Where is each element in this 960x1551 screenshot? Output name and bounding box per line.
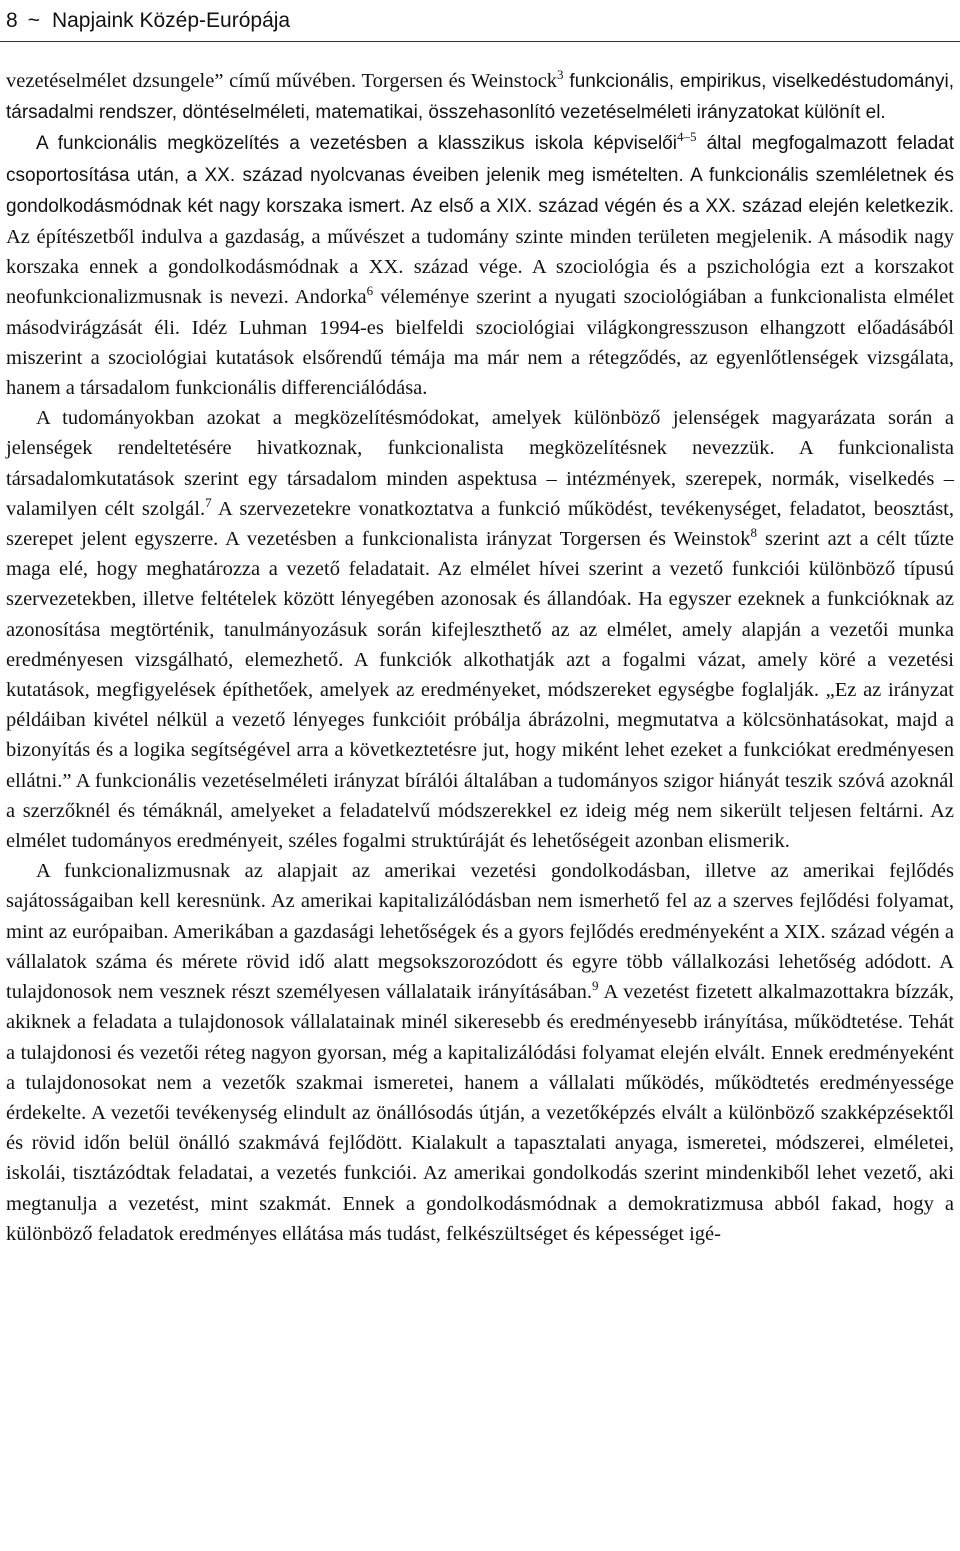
- text-run: A funkcionalizmusnak az alapjait az amerikai vezetési gondolkodásban, illetve az amerikai fejlődés sajátosságaiban kell keresnünk. Az amerikai kapitalizálódásban nem ismerhető fel az a szerves fejlődési folyamat, mint az európaiban. Amerikában a gazdasági lehetőségek és a gyors fejlődés eredményeként a XIX. század végén a vállalatok száma és mérete rövid idő alatt megsokszorozódott és egyre több vállalkozási lehetőség adódott. A tulajdonosok nem vesznek részt személyesen vállalataik irányításában.: [6, 860, 954, 1004]
- footnote-ref: 8: [750, 525, 757, 541]
- text-run: A funkcionális megközelítés a vezetésben a klasszikus iskola képviselői: [36, 133, 677, 155]
- paragraph: [6, 128, 954, 403]
- text-run: funkcionális, empirikus, viselkedéstudományi, társadalmi rendszer, döntéselméleti, matematikai, összehasonlító vezetéselméleti irányzatokat különít el.: [6, 71, 954, 124]
- text-run: által megfogalmazott feladat csoportosítása után, a XX. század nyolcvanas éveiben jelenik meg ismételten. A funkcionális szemléletnek és gondolkodásmódnak két nagy korszaka ismert. Az első a XIX. század végén és a XX. század elején keletkezik.: [6, 133, 954, 217]
- footnote-ref: 9: [591, 978, 599, 994]
- text-run: A tudományokban azokat a megközelítésmódokat, amelyek különböző jelenségek magyarázata során a jelenségek rendeltetésére hivatkoznak, funkcionalista megközelítésnek nevezzük. A funkcionalista társadalomkutatások szerint egy társadalom minden aspektusa – intézmények, szerepek, normák, viselkedés – valamilyen célt szolgál.: [6, 407, 954, 520]
- paragraph: [6, 856, 954, 1249]
- footnote-ref: 6: [366, 283, 374, 299]
- paragraph: [6, 66, 954, 128]
- text-run: A vezetést fizetett alkalmazottakra bízzák, akiknek a feladata a tulajdonosok vállalatainak minél sikeresebb és eredményesebb irányítása, működtetése. Tehát a tulajdonosi és vezetői réteg nagyon gyorsan, még a kapitalizálódási folyamat elején elvált. Ennek eredményeként a tulajdonosokat nem a vezetők szakmai ismeretei, hanem a vállalati működés, működtetés eredményessége érdekelte. A vezetői tevékenység elindult az önállósodás útján, a vezetőképzés elvált a különböző szakképzésektől és rövid időn belül önálló szakmává fejlődött. Kialakult a tapasztalati anyaga, ismeretei, módszerei, elméletei, iskolái, tisztázódtak feladatai, a vezetés funkciói. Az amerikai gondolkodás szerint mindenkiből lehet vezető, aki megtanulja a vezetést, mint szakmát. Ennek a gondolkodásmódnak a demokratizmusa abból fakad, hogy a különböző feladatok eredményes ellátása más tudást, felkészültséget és képességet igé-: [6, 981, 954, 1245]
- text-run: vezetéselmélet dzsungele” című művében. Torgersen és Weinstock: [6, 70, 558, 92]
- footnote-ref: 4–5: [676, 129, 697, 145]
- header-separator: ~: [27, 8, 40, 32]
- running-title: Napjaink Közép-Európája: [51, 8, 291, 32]
- text-run: véleménye szerint a nyugati szociológiában a funkcionalista elmélet másodvirágzását éli. Idéz Luhman 1994-es bielfeldi szociológiai világkongresszuson elhangzott előadásából miszerint a szociológiai kutatások elsőrendű témája ma már nem a rétegződés, az egyenlőtlenségek vizsgálata, hanem a társadalom funkcionális differenciálódása.: [6, 286, 954, 400]
- text-run: szerint azt a célt tűzte maga elé, hogy meghatározza a vezető feladatait. Az elmélet hívei szerint a vezető funkciói különböző típusú szervezetekben, illetve feltételek között lényegében azonosak és állandóak. Ha egyszer ezeknek a funkcióknak az azonosítása megtörténik, tanulmányozásuk során kifejleszthető az az elmélet, amely alapján a vezetői munka eredményesen vizsgálható, elemezhető. A funkciók alkothatják azt a fogalmi vázat, amely köré a vezetési kutatások, megfigyelések építhetőek, amelyek az eredményeket, módszereket egységbe foglalják. „Ez az irányzat példáiban kivétel nélkül a vezető lényeges funkcióit próbálja ábrázolni, megmutatva a kölcsönhatásokat, majd a bizonyítás és a logika segítségével arra a következtetésre jut, hogy miként lehet ezeket a funkciókat eredményesen ellátni.” A funkcionális vezetéselméleti irányzat bírálói általában a tudományos szigor hiányát teszik szóvá azoknál a szerzőknél és témáknál, amelyeket a feladatelvű módszerekkel ez ideig még nem sikerült teljesen feltárni. Az elmélet tudományos eredményeit, széles fogalmi struktúráját és lehetőségeit azonban elismerik.: [6, 528, 954, 853]
- page-header: [0, 0, 960, 42]
- footnote-ref: 7: [205, 495, 212, 511]
- body-text: [6, 66, 954, 1249]
- footnote-ref: 3: [557, 67, 564, 83]
- text-run: Az építészetből indulva a gazdaság, a művészet a tudomány szinte minden területen megjelenik. A második nagy korszaka ennek a gondolkodásmódnak a XX. század vége. A szociológia és a pszichológia ezt a korszakot neofunkcionalizmusnak is nevezi. Andorka: [6, 226, 954, 309]
- paragraph: [6, 403, 954, 856]
- page-number: 8: [6, 8, 18, 32]
- text-run: A szervezetekre vonatkoztatva a funkció működést, tevékenységet, feladatot, beosztást, szerepet jelent egyszerre. A vezetésben a funkcionalista irányzat Torgersen és Weinstok: [6, 497, 954, 551]
